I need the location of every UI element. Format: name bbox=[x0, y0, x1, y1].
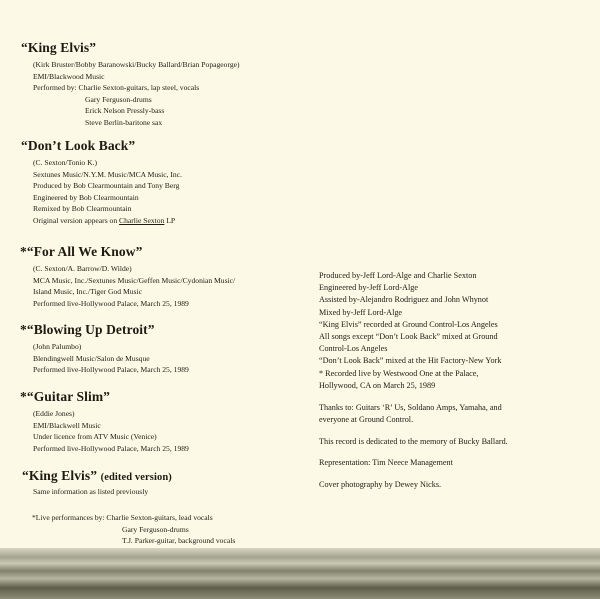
track-credit-line: Blendingwell Music/Salon de Musque bbox=[33, 353, 150, 363]
track-title: *“Blowing Up Detroit” bbox=[20, 322, 155, 337]
track-credit-line: Produced by Bob Clearmountain and Tony Berg bbox=[33, 181, 180, 191]
track-credit-line: (John Palumbo) bbox=[33, 342, 82, 351]
cover-photo-credit: Cover photography by Dewey Nicks. bbox=[319, 480, 442, 490]
scan-edge-band bbox=[0, 548, 600, 599]
track-title: “Don’t Look Back” bbox=[21, 138, 136, 153]
thanks-line: Thanks to: Guitars ‘R’ Us, Soldano Amps, Yamaha, and bbox=[319, 402, 502, 412]
track-for-all-we-know bbox=[20, 244, 235, 309]
track-title: *“Guitar Slim” bbox=[20, 389, 111, 404]
dedication-line: This record is dedicated to the memory of Bucky Ballard. bbox=[319, 436, 508, 446]
credit-line: “Don’t Look Back” mixed at the Hit Factory-New York bbox=[319, 356, 502, 366]
track-credit-line: (C. Sexton/Tonio K.) bbox=[33, 158, 98, 167]
track-title: “King Elvis” bbox=[22, 468, 98, 483]
musician-line: Steve Berlin-baritone sax bbox=[85, 117, 163, 127]
credit-line: Produced by-Jeff Lord-Alge and Charlie Sexton bbox=[319, 271, 477, 280]
original-album: Charlie Sexton bbox=[119, 215, 165, 225]
credit-line: Assisted by-Alejandro Rodriguez and John Whynot bbox=[319, 295, 489, 305]
credit-line: Hollywood, CA on March 25, 1989 bbox=[319, 380, 436, 390]
track-credit-line: Performed by: Charlie Sexton-guitars, lap steel, vocals bbox=[33, 83, 200, 93]
track-credit-line: EMI/Blackwood Music bbox=[33, 71, 105, 81]
track-title-row bbox=[22, 468, 172, 484]
track-credit-line: MCA Music, Inc./Sextunes Music/Geffen Music/Cydonian Music/ bbox=[33, 275, 236, 285]
track-credit-line: Sextunes Music/N.Y.M. Music/MCA Music, Inc. bbox=[33, 169, 182, 179]
track-king-elvis bbox=[21, 40, 240, 129]
musician-line: Erick Nelson Pressly-bass bbox=[85, 106, 165, 116]
track-credit-line: Same information as listed previously bbox=[33, 487, 149, 496]
track-credit-line: Remixed by Bob Clearmountain bbox=[33, 204, 132, 214]
live-performances-note bbox=[32, 512, 235, 547]
track-title-suffix: (edited version) bbox=[100, 472, 172, 483]
representation-line: Representation: Tim Neece Management bbox=[319, 458, 453, 468]
credit-line: * Recorded live by Westwood One at the Palace, bbox=[319, 368, 479, 378]
track-credit-line: Performed live-Hollywood Palace, March 25, 1989 bbox=[33, 298, 189, 308]
track-credit-line: Performed live-Hollywood Palace, March 25, 1989 bbox=[33, 443, 189, 453]
thanks-line: everyone at Ground Control. bbox=[319, 414, 414, 424]
track-blowing-up-detroit bbox=[20, 322, 189, 376]
credit-line: Mixed by-Jeff Lord-Alge bbox=[319, 307, 403, 317]
live-note-line: Gary Ferguson-drums bbox=[122, 524, 189, 534]
original-version-line bbox=[33, 215, 182, 227]
live-note-line: *Live performances by: Charlie Sexton-guitars, lead vocals bbox=[32, 513, 213, 522]
musician-line: Gary Ferguson-drums bbox=[85, 94, 152, 104]
track-dont-look-back bbox=[21, 138, 182, 227]
original-prefix: Original version appears on bbox=[33, 215, 118, 225]
track-credit-line: Performed live-Hollywood Palace, March 25, 1989 bbox=[33, 365, 189, 375]
credit-line: “King Elvis” recorded at Ground Control-Los Angeles bbox=[319, 319, 498, 329]
track-credit-line: (C. Sexton/A. Barrow/D. Wilde) bbox=[33, 264, 132, 273]
track-credit-line: Under licence from ATV Music (Venice) bbox=[33, 432, 157, 442]
track-guitar-slim bbox=[20, 389, 189, 454]
track-credit-line: (Eddie Jones) bbox=[33, 409, 75, 418]
track-credit-line: (Kirk Bruster/Bobby Baranowski/Bucky Ballard/Brian Popageorge) bbox=[33, 60, 240, 69]
live-note-line: T.J. Parker-guitar, background vocals bbox=[122, 536, 236, 546]
original-suffix: LP bbox=[166, 215, 176, 225]
track-title: *“For All We Know” bbox=[20, 244, 143, 259]
credit-line: Engineered by-Jeff Lord-Alge bbox=[319, 283, 418, 293]
credit-line: Control-Los Angeles bbox=[319, 344, 388, 354]
track-credit-line: Island Music, Inc./Tiger God Music bbox=[33, 287, 142, 297]
track-title: “King Elvis” bbox=[21, 40, 97, 55]
track-credit-line: Engineered by Bob Clearmountain bbox=[33, 192, 139, 202]
production-credits bbox=[319, 270, 589, 491]
track-credit-line: EMI/Blackwell Music bbox=[33, 420, 101, 430]
track-king-elvis-edited bbox=[22, 468, 172, 498]
credit-line: All songs except “Don’t Look Back” mixed at Ground bbox=[319, 332, 498, 342]
